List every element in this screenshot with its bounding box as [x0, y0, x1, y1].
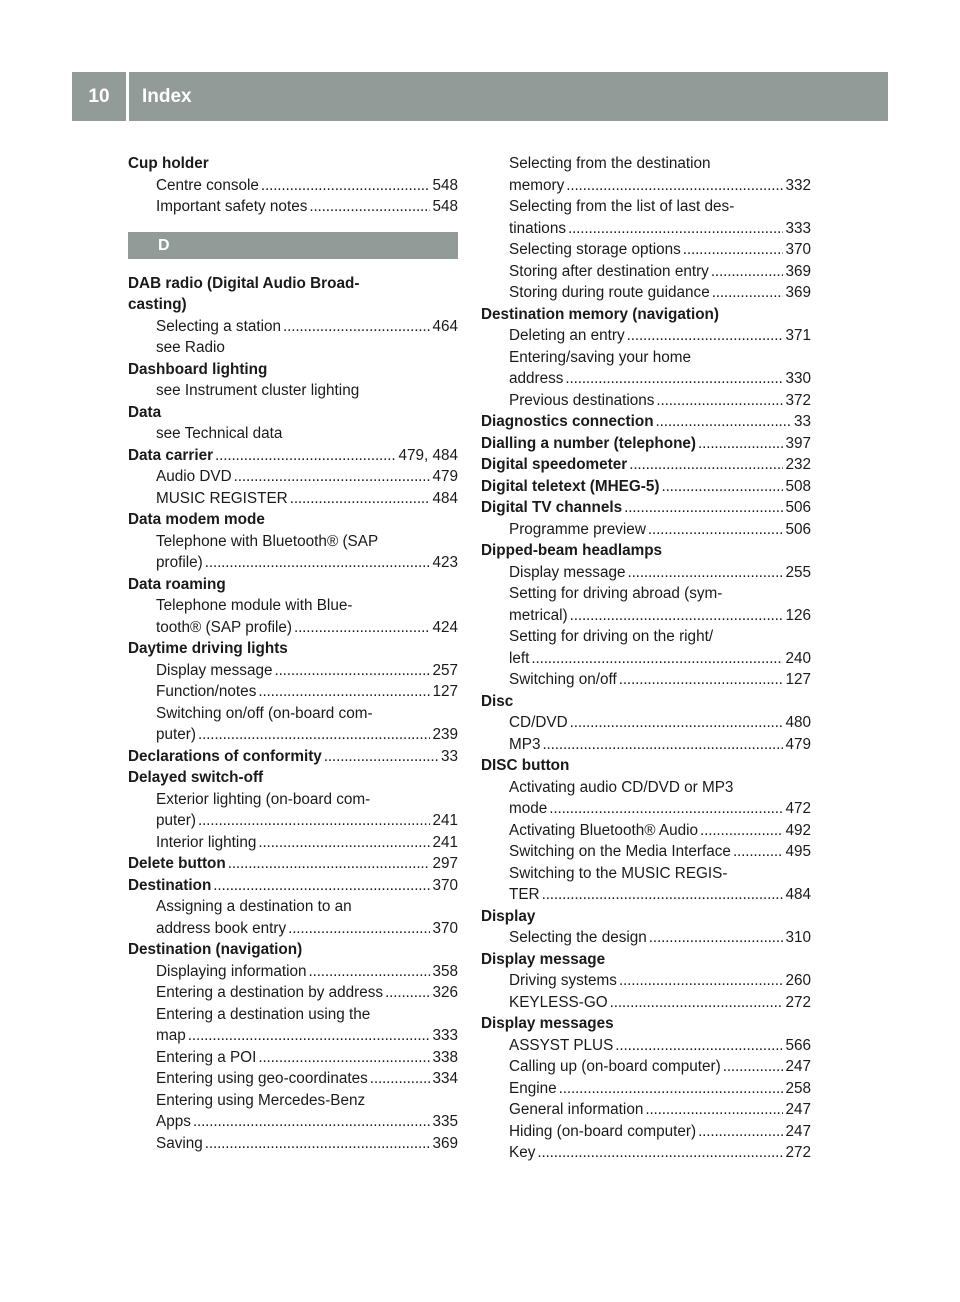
page-reference[interactable]: 566: [785, 1036, 811, 1054]
index-subentry: [481, 218, 811, 240]
entry-text: left: [509, 649, 530, 667]
leader-dots: [294, 617, 430, 639]
page-reference[interactable]: 479, 484: [398, 446, 458, 464]
index-subentry: Entering/saving your home: [509, 348, 691, 366]
entry-text: Selecting a station: [156, 317, 282, 335]
leader-dots: [537, 1142, 783, 1164]
index-subentry: [481, 669, 811, 691]
page-reference[interactable]: 369: [785, 284, 811, 301]
page-reference[interactable]: 495: [785, 843, 811, 860]
page-reference[interactable]: 240: [785, 649, 811, 667]
entry-text: tinations: [509, 219, 566, 237]
leader-dots: [627, 325, 784, 347]
entry-text: Declarations of conformity: [128, 747, 322, 765]
entry-text: Entering a destination by address: [156, 984, 384, 1001]
entry-text: Selecting storage options: [509, 241, 681, 258]
page-reference[interactable]: 370: [785, 241, 811, 258]
page-reference[interactable]: 484: [432, 489, 458, 507]
page-reference[interactable]: 423: [432, 554, 458, 571]
entry-text: profile): [156, 554, 203, 571]
index-heading: [481, 497, 811, 519]
page-reference[interactable]: 424: [432, 618, 458, 636]
leader-dots: [205, 552, 431, 574]
index-subentry: [128, 681, 458, 703]
entry-text: Destination: [128, 876, 212, 894]
index-subentry: Telephone with Bluetooth® (SAP: [156, 532, 379, 550]
entry-text: Deleting an entry: [509, 327, 625, 344]
leader-dots: [700, 820, 783, 842]
entry-text: ASSYST PLUS: [509, 1036, 614, 1054]
index-subentry: Entering using Mercedes-Benz: [156, 1091, 366, 1109]
index-subentry: [128, 982, 458, 1004]
index-heading: Disc: [481, 692, 514, 710]
entry-text: Function/notes: [156, 683, 257, 700]
page-reference[interactable]: 372: [785, 391, 811, 409]
page-reference[interactable]: 370: [432, 876, 458, 894]
index-heading: [128, 445, 458, 467]
index-subentry: [481, 282, 811, 304]
leader-dots: [712, 282, 784, 304]
entry-text: Displaying information: [156, 962, 307, 980]
index-subentry: [481, 1121, 811, 1143]
page-reference[interactable]: 548: [432, 176, 458, 194]
index-subentry: [128, 1025, 458, 1047]
index-subentry: [481, 734, 811, 756]
page-reference[interactable]: 326: [432, 984, 458, 1001]
page-reference[interactable]: 464: [432, 317, 458, 335]
leader-dots: [565, 368, 783, 390]
entry-text: Hiding (on-board computer): [509, 1122, 697, 1140]
index-subentry: Setting for driving on the right/: [509, 628, 714, 645]
index-subentry: Selecting from the destination: [509, 155, 711, 172]
leader-dots: [559, 1078, 784, 1100]
leader-dots: [568, 218, 783, 240]
page-reference[interactable]: 260: [785, 972, 811, 989]
page-reference[interactable]: 247: [785, 1122, 811, 1140]
leader-dots: [566, 175, 783, 197]
leader-dots: [188, 1025, 431, 1047]
index-group-d-continued: [481, 153, 811, 1164]
leader-dots: [309, 961, 431, 983]
index-heading: [481, 476, 811, 498]
page-reference[interactable]: 506: [785, 520, 811, 538]
leader-dots: [723, 1056, 784, 1078]
page-reference[interactable]: 255: [785, 563, 811, 581]
index-heading: Delayed switch-off: [128, 769, 264, 786]
leader-dots: [274, 660, 430, 682]
index-subentry: [481, 820, 811, 842]
index-subentry: [481, 798, 811, 820]
index-subentry: Activating audio CD/DVD or MP3: [509, 778, 734, 796]
leader-dots: [215, 445, 396, 467]
page-reference[interactable]: 330: [785, 370, 811, 387]
entry-text: Entering a POI: [156, 1048, 257, 1066]
page-reference[interactable]: 127: [785, 671, 811, 688]
entry-text: address book entry: [156, 919, 287, 937]
leader-dots: [570, 605, 784, 627]
index-subentry: [481, 519, 811, 541]
page-reference[interactable]: 397: [785, 434, 811, 452]
leader-dots: [309, 196, 430, 218]
entry-text: Selecting the design: [509, 929, 647, 946]
page-reference[interactable]: 369: [432, 1134, 458, 1152]
page-reference[interactable]: 332: [785, 176, 811, 194]
entry-text: TER: [509, 886, 540, 903]
page-reference[interactable]: 338: [432, 1048, 458, 1066]
page-reference[interactable]: 479: [432, 468, 458, 485]
index-subentry: see Radio: [156, 339, 225, 356]
page-reference[interactable]: 358: [432, 962, 458, 980]
leader-dots: [531, 648, 783, 670]
entry-text: address: [509, 370, 564, 387]
entry-text: General information: [509, 1101, 644, 1118]
index-subentry: see Technical data: [156, 425, 283, 442]
leader-dots: [619, 970, 784, 992]
entry-text: Data carrier: [128, 446, 214, 464]
leader-dots: [234, 466, 431, 488]
entry-text: MUSIC REGISTER: [156, 489, 288, 507]
index-heading: DISC button: [481, 757, 570, 774]
leader-dots: [283, 316, 430, 338]
index-subentry: [128, 660, 458, 682]
entry-text: Delete button: [128, 855, 226, 872]
page-reference[interactable]: 272: [785, 993, 811, 1011]
index-heading: [481, 433, 811, 455]
index-group-c: [128, 153, 458, 218]
entry-text: Important safety notes: [156, 198, 308, 215]
index-subentry: [128, 316, 458, 338]
leader-dots: [698, 433, 783, 455]
entry-text: metrical): [509, 606, 568, 624]
leader-dots: [627, 562, 783, 584]
index-subentry: [128, 724, 458, 746]
leader-dots: [324, 746, 439, 768]
leader-dots: [198, 810, 431, 832]
index-subentry: Switching on/off (on-board com-: [156, 704, 373, 722]
page-reference[interactable]: 369: [785, 262, 811, 280]
index-subentry: [128, 810, 458, 832]
page-reference[interactable]: 232: [785, 456, 811, 473]
entry-text: puter): [156, 726, 196, 743]
leader-dots: [385, 982, 430, 1004]
index-subentry: Exterior lighting (on-board com-: [156, 790, 371, 808]
letter-heading-d: D: [128, 232, 458, 259]
entry-text: puter): [156, 812, 196, 829]
index-subentry: [481, 712, 811, 734]
index-heading: Destination (navigation): [128, 941, 303, 958]
leader-dots: [619, 669, 784, 691]
index-subentry: [481, 261, 811, 283]
index-subentry: [128, 175, 458, 197]
leader-dots: [615, 1035, 783, 1057]
leader-dots: [645, 1099, 783, 1121]
index-subentry: [481, 605, 811, 627]
page-reference[interactable]: 508: [785, 477, 811, 495]
leader-dots: [656, 390, 783, 412]
leader-dots: [698, 1121, 783, 1143]
index-subentry: [481, 1142, 811, 1164]
page-reference[interactable]: 506: [785, 499, 811, 516]
page-header: [72, 72, 888, 121]
leader-dots: [570, 712, 784, 734]
entry-text: CD/DVD: [509, 714, 568, 731]
page-reference[interactable]: 258: [785, 1079, 811, 1097]
entry-text: Storing during route guidance: [509, 284, 710, 301]
index-heading: Cup holder: [128, 155, 209, 172]
page-reference[interactable]: 33: [793, 413, 811, 430]
index-subentry: [481, 390, 811, 412]
leader-dots: [258, 1047, 430, 1069]
page-reference[interactable]: 333: [785, 219, 811, 237]
entry-text: Key: [509, 1144, 536, 1161]
index-heading: Destination memory (navigation): [481, 305, 719, 323]
leader-dots: [661, 476, 783, 498]
index-subentry: Telephone module with Blue-: [156, 597, 353, 614]
leader-dots: [290, 488, 431, 510]
leader-dots: [549, 798, 783, 820]
index-subentry: [128, 617, 458, 639]
index-subentry: see Instrument cluster lighting: [156, 382, 360, 399]
index-subentry: [128, 466, 458, 488]
leader-dots: [542, 884, 784, 906]
leader-dots: [261, 175, 431, 197]
entry-text: Driving systems: [509, 972, 617, 989]
entry-text: mode: [509, 800, 548, 817]
index-subentry: [128, 918, 458, 940]
index-heading: [128, 853, 458, 875]
entry-text: KEYLESS-GO: [509, 993, 608, 1011]
leader-dots: [683, 239, 784, 261]
leader-dots: [624, 497, 783, 519]
index-subentry: [128, 961, 458, 983]
page-reference[interactable]: 492: [785, 821, 811, 839]
entry-text: Switching on/off: [509, 671, 617, 688]
index-column-left: [128, 153, 458, 1154]
index-heading: Data modem mode: [128, 511, 265, 528]
leader-dots: [288, 918, 430, 940]
index-group-d: [128, 273, 458, 1155]
entry-text: Digital speedometer: [481, 456, 628, 473]
leader-dots: [733, 841, 784, 863]
leader-dots: [258, 681, 430, 703]
index-heading: Data: [128, 403, 162, 421]
page-reference[interactable]: 310: [785, 929, 811, 946]
index-subentry: [481, 1035, 811, 1057]
index-subentry: [481, 562, 811, 584]
index-subentry: Switching to the MUSIC REGIS-: [509, 864, 728, 882]
leader-dots: [213, 875, 430, 897]
leader-dots: [370, 1068, 431, 1090]
page-reference[interactable]: 480: [785, 714, 811, 731]
entry-text: Programme preview: [509, 520, 646, 538]
page-reference[interactable]: 548: [432, 198, 458, 215]
leader-dots: [649, 927, 784, 949]
page-reference[interactable]: 239: [432, 726, 458, 743]
page-reference[interactable]: 371: [785, 327, 811, 344]
entry-text: Audio DVD: [156, 468, 232, 485]
page-reference[interactable]: 472: [785, 800, 811, 817]
page-reference[interactable]: 333: [432, 1027, 458, 1044]
entry-text: Diagnostics connection: [481, 413, 654, 430]
leader-dots: [258, 832, 430, 854]
index-heading: [128, 875, 458, 897]
index-heading: Display message: [481, 950, 606, 968]
page-reference[interactable]: 370: [432, 919, 458, 937]
entry-text: Digital TV channels: [481, 499, 623, 516]
index-subentry: [481, 239, 811, 261]
index-heading: casting): [128, 296, 187, 313]
index-subentry: [481, 1056, 811, 1078]
leader-dots: [610, 992, 784, 1014]
index-subentry: [128, 1047, 458, 1069]
entry-text: Activating Bluetooth® Audio: [509, 821, 699, 839]
leader-dots: [542, 734, 783, 756]
index-subentry: [481, 1078, 811, 1100]
index-subentry: [481, 927, 811, 949]
page-number: 10: [88, 85, 110, 107]
entry-text: Previous destinations: [509, 391, 655, 409]
entry-text: Display message: [509, 563, 626, 581]
index-heading: Dipped-beam headlamps: [481, 542, 663, 559]
page-reference[interactable]: 484: [785, 886, 811, 903]
header-divider: [126, 72, 129, 121]
entry-text: Calling up (on-board computer): [509, 1058, 721, 1075]
entry-text: Digital teletext (MHEG-5): [481, 477, 660, 495]
leader-dots: [648, 519, 784, 541]
entry-text: Switching on the Media Interface: [509, 843, 731, 860]
index-subentry: Setting for driving abroad (sym-: [509, 585, 723, 602]
leader-dots: [205, 1133, 431, 1155]
page-title: Index: [142, 85, 192, 107]
index-subentry: [128, 1068, 458, 1090]
entry-text: tooth® (SAP profile): [156, 618, 292, 636]
index-heading: Daytime driving lights: [128, 640, 288, 657]
leader-dots: [198, 724, 431, 746]
entry-text: Dialling a number (telephone): [481, 434, 697, 452]
page-reference[interactable]: 297: [432, 855, 458, 872]
leader-dots: [193, 1111, 431, 1133]
index-subentry: [481, 884, 811, 906]
page-reference[interactable]: 257: [432, 661, 458, 679]
entry-text: Apps: [156, 1113, 191, 1130]
index-heading: Data roaming: [128, 575, 226, 593]
index-subentry: [481, 992, 811, 1014]
page-reference[interactable]: 247: [785, 1101, 811, 1118]
entry-text: Interior lighting: [156, 833, 257, 851]
index-heading: Display messages: [481, 1015, 614, 1032]
index-heading: DAB radio (Digital Audio Broad-: [128, 274, 360, 292]
index-subentry: [481, 175, 811, 197]
index-heading: [481, 411, 811, 433]
index-subentry: [128, 1133, 458, 1155]
index-subentry: Selecting from the list of last des-: [509, 198, 735, 215]
index-subentry: Assigning a destination to an: [156, 898, 352, 915]
index-heading: Display: [481, 907, 536, 925]
page-reference[interactable]: 241: [432, 812, 458, 829]
entry-text: memory: [509, 176, 565, 194]
page-reference[interactable]: 479: [785, 735, 811, 753]
index-subentry: [128, 488, 458, 510]
page-reference[interactable]: 272: [785, 1144, 811, 1161]
page-reference[interactable]: 127: [432, 683, 458, 700]
entry-text: Saving: [156, 1134, 203, 1152]
index-subentry: [481, 325, 811, 347]
index-column-right: [481, 153, 811, 1164]
index-subentry: [481, 970, 811, 992]
index-subentry: [128, 196, 458, 218]
index-subentry: [128, 832, 458, 854]
page-reference[interactable]: 247: [785, 1058, 811, 1075]
index-heading: Dashboard lighting: [128, 360, 268, 378]
page-reference[interactable]: 334: [432, 1070, 458, 1087]
index-subentry: Entering a destination using the: [156, 1005, 371, 1023]
entry-text: Storing after destination entry: [509, 262, 709, 280]
page-reference[interactable]: 335: [432, 1113, 458, 1130]
entry-text: Engine: [509, 1079, 557, 1097]
entry-text: Display message: [156, 661, 273, 679]
index-heading: [481, 454, 811, 476]
page-reference[interactable]: 33: [440, 747, 458, 765]
index-subentry: [481, 1099, 811, 1121]
page-reference[interactable]: 241: [432, 833, 458, 851]
entry-text: MP3: [509, 735, 541, 753]
index-subentry: [481, 368, 811, 390]
index-subentry: [481, 648, 811, 670]
leader-dots: [711, 261, 784, 283]
leader-dots: [656, 411, 792, 433]
entry-text: Entering using geo-coordinates: [156, 1070, 368, 1087]
index-subentry: [128, 552, 458, 574]
entry-text: Centre console: [156, 176, 259, 194]
entry-text: map: [156, 1027, 186, 1044]
index-subentry: [481, 841, 811, 863]
leader-dots: [629, 454, 783, 476]
page-reference[interactable]: 126: [785, 606, 811, 624]
leader-dots: [228, 853, 431, 875]
index-subentry: [128, 1111, 458, 1133]
index-heading: [128, 746, 458, 768]
